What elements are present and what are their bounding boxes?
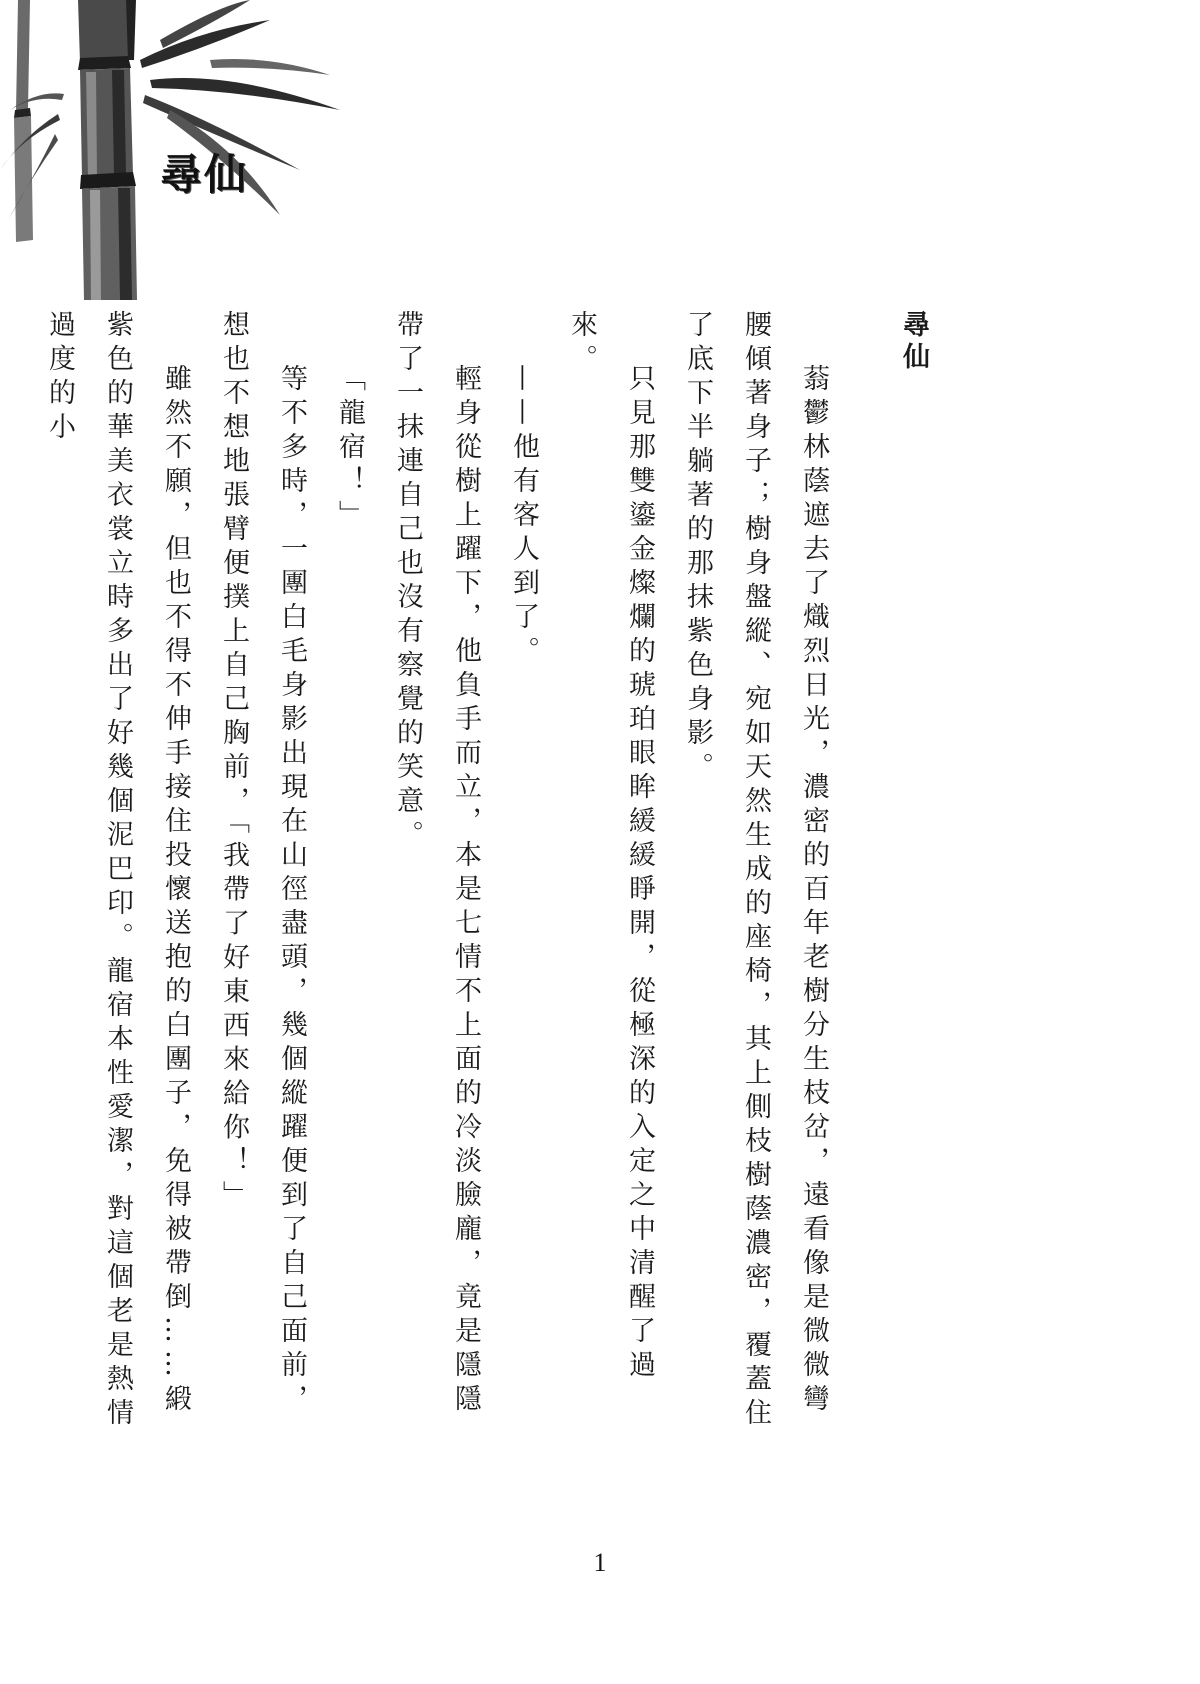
paragraph-3: ——他有客人到了。 (508, 364, 539, 670)
paragraph-4: 輕身從樹上躍下，他負手而立，本是七情不上面的冷淡臉龐，竟是隱隱帶了一抹連自己也沒有察覺的笑意。 (392, 310, 481, 1418)
bamboo-stalk-left (14, 0, 33, 242)
page-number: 1 (593, 1548, 607, 1577)
paragraph-6: 等不多時，一團白毛身影出現在山徑盡頭，幾個縱躍便到了自己面前，想也不想地張臂便撲上自己胸前，「我帶了好東西來給你！」 (218, 310, 307, 1418)
paragraph-2: 只見那雙鎏金燦爛的琥珀眼眸緩緩睜開，從極深的入定之中清醒了過來。 (566, 310, 655, 1384)
paragraph-1: 蓊鬱林蔭遮去了熾烈日光，濃密的百年老樹分生枝岔，遠看像是微微彎腰傾著身子；樹身盤縱、宛如天然生成的座椅，其上側枝樹蔭濃密，覆蓋住了底下半躺著的那抹紫色身影。 (682, 310, 829, 1432)
chapter-body (30, 310, 942, 1440)
bamboo-trunk (78, 0, 137, 300)
header-title: 尋仙 (160, 150, 249, 199)
paragraph-5: 「龍宿！」 (334, 364, 365, 534)
chapter-title: 尋仙 (898, 310, 929, 374)
paragraph-7: 雖然不願，但也不得不伸手接住投懷送抱的白團子，免得被帶倒……緞紫色的華美衣裳立時多出了好幾個泥巴印。龍宿本性愛潔，對這個老是熱情過度的小 (44, 310, 191, 1432)
